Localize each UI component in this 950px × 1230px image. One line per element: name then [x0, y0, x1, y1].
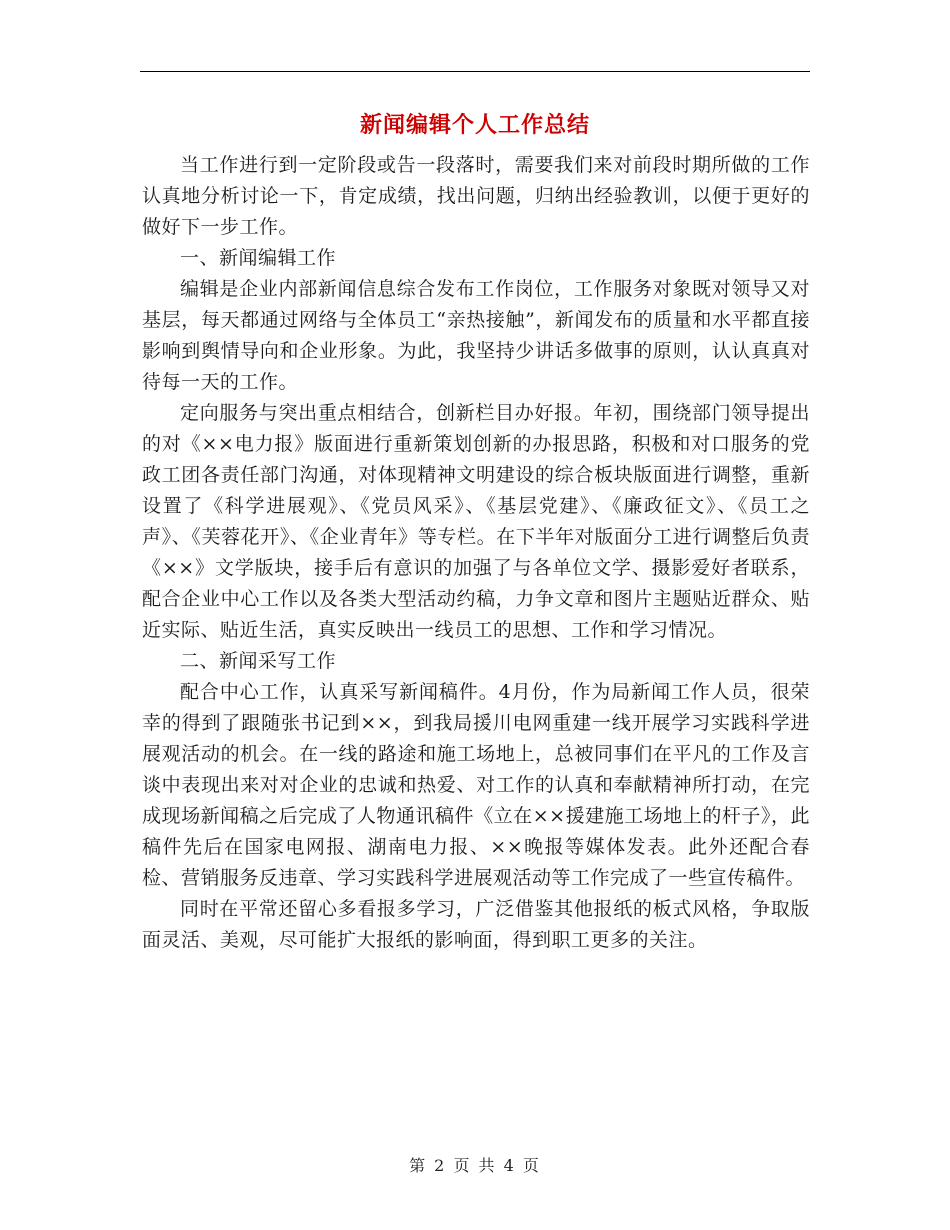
footer-total-pages: 4 [503, 1156, 516, 1175]
document-body [142, 150, 810, 956]
paragraph-editing-role: 编辑是企业内部新闻信息综合发布工作岗位，工作服务对象既对领导又对基层，每天都通过网络与全体员工“亲热接触”，新闻发布的质量和水平都直接影响到舆情导向和企业形象。为此，我坚持少讲话多做事的原则，认认真真对待每一天的工作。 [142, 278, 810, 393]
paragraph-intro: 当工作进行到一定阶段或告一段落时，需要我们来对前段时期所做的工作认真地分析讨论一下，肯定成绩，找出问题，归纳出经验教训，以便于更好的做好下一步工作。 [142, 154, 810, 238]
page-footer [0, 1153, 950, 1176]
section-heading-editing: 一、新闻编辑工作 [180, 247, 337, 269]
header-rule [140, 71, 810, 72]
footer-prefix: 第 [409, 1156, 428, 1175]
footer-suffix: 页 [522, 1156, 541, 1175]
document-title: 新闻编辑个人工作总结 [359, 112, 590, 138]
section-heading-reporting: 二、新闻采写工作 [180, 650, 337, 672]
paragraph-reporting: 配合中心工作，认真采写新闻稿件。4月份，作为局新闻工作人员，很荣幸的得到了跟随张书记到××，到我局援川电网重建一线开展学习实践科学进展观活动的机会。在一线的路途和施工场地上，总被同事们在平凡的工作及言谈中表现出来对对企业的忠诚和热爱、对工作的认真和奉献精神所打动，在完成现场新闻稿之后完成了人物通讯稿件《立在××援建施工场地上的杆子》，此稿件先后在国家电网报、湖南电力报、××晚报等媒体发表。此外还配合春检、营销服务反违章、学习实践科学进展观活动等工作完成了一些宣传稿件。 [142, 681, 810, 889]
footer-mid: 页 共 [453, 1156, 497, 1175]
paragraph-learning: 同时在平常还留心多看报多学习，广泛借鉴其他报纸的板式风格，争取版面灵活、美观，尽可能扩大报纸的影响面，得到职工更多的关注。 [142, 898, 810, 951]
paragraph-editing-columns: 定向服务与突出重点相结合，创新栏目办好报。年初，围绕部门领导提出的对《××电力报》版面进行重新策划创新的办报思路，积极和对口服务的党政工团各责任部门沟通，对体现精神文明建设的综合板块版面进行调整，重新设置了《科学进展观》、《党员风采》、《基层党建》、《廉政征文》、《员工之声》、《芙蓉花开》、《企业青年》等专栏。在下半年对版面分工进行调整后负责《××》文学版块，接手后有意识的加强了与各单位文学、摄影爱好者联系，配合企业中心工作以及各类大型活动约稿，力争文章和图片主题贴近群众、贴近实际、贴近生活，真实反映出一线员工的思想、工作和学习情况。 [142, 402, 810, 641]
footer-current-page: 2 [434, 1156, 447, 1175]
